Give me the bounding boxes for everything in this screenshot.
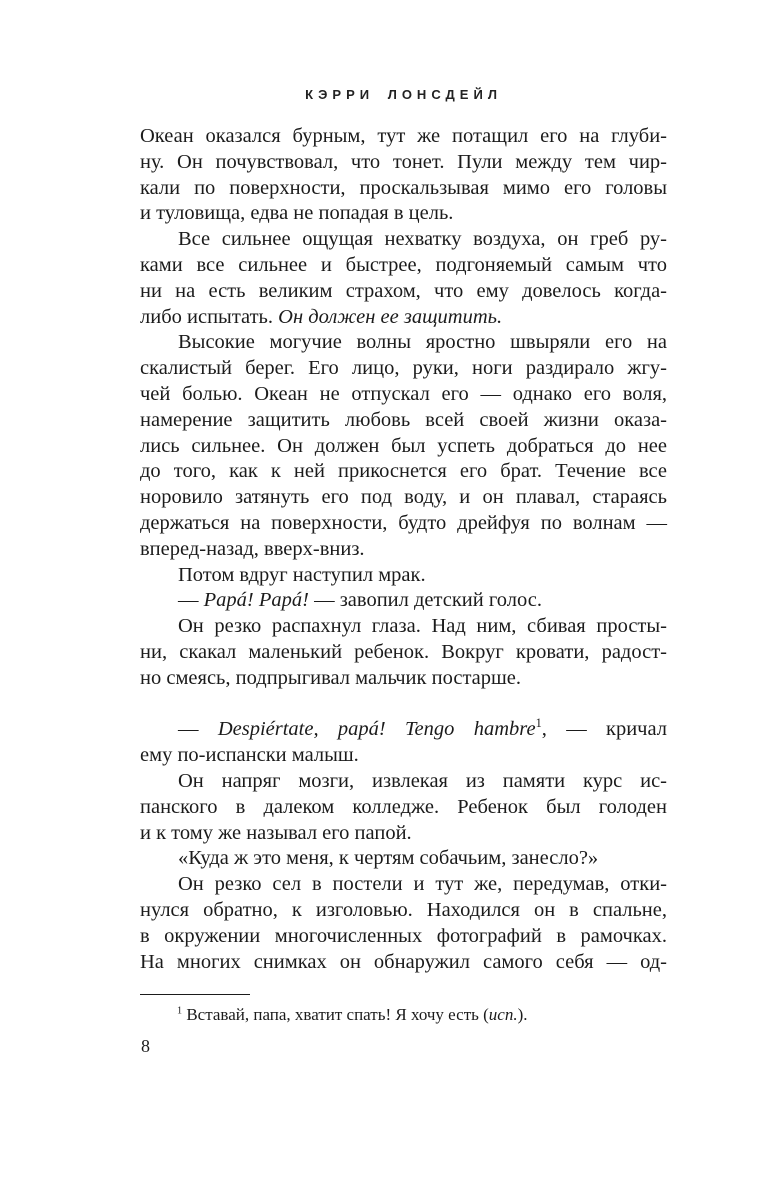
text-line: [140, 279, 667, 305]
text-run: чей болью. Океан не отпускал его — однако его воля,: [140, 382, 667, 405]
text-line: [140, 950, 667, 976]
text-run: до того, как к ней прикоснется его брат. Течение все: [140, 460, 667, 483]
text-run: ни на есть великим страхом, что ему довелось когда-: [140, 279, 667, 302]
text-line: [140, 821, 667, 847]
running-head-author: КЭРРИ ЛОНСДЕЙЛ: [305, 87, 502, 102]
text-run: Потом вдруг наступил мрак.: [178, 563, 426, 586]
italic-run: Papá! Papá!: [203, 589, 309, 612]
text-line: [140, 459, 667, 485]
superscript-run: 1: [535, 716, 542, 731]
text-line: [140, 717, 667, 743]
text-line: [140, 872, 667, 898]
text-line: [140, 124, 667, 150]
text-run: намерение защитить любовь всей своей жизни оказа-: [140, 408, 667, 431]
body-text: [140, 124, 667, 975]
text-run: ).: [517, 1005, 528, 1024]
text-run: держаться на поверхности, будто дрейфуя по волнам —: [140, 511, 667, 534]
text-line: [140, 666, 667, 692]
text-line: [140, 924, 667, 950]
text-line: [140, 743, 667, 769]
scene-break: [140, 692, 667, 718]
text-run: , — кричал: [541, 718, 667, 741]
text-run: в окружении многочисленных фотографий в рамочках.: [140, 924, 667, 947]
text-line: [140, 898, 667, 924]
footnote: [140, 1004, 667, 1026]
italic-run: исп.: [488, 1005, 518, 1024]
text-run: —: [178, 589, 204, 612]
text-line: [140, 563, 667, 589]
text-run: Он резко сел в постели и тут же, передумав, отки-: [178, 873, 667, 896]
text-line: [140, 434, 667, 460]
text-line: [140, 305, 667, 331]
text-line: [140, 382, 667, 408]
text-line: [140, 769, 667, 795]
text-run: кали по поверхности, проскальзывая мимо его головы: [140, 176, 667, 199]
text-line: [140, 408, 667, 434]
text-run: ками все сильнее и быстрее, подгоняемый самым что: [140, 253, 667, 276]
text-run: скалистый берег. Его лицо, руки, ноги раздирало жгу-: [140, 357, 667, 380]
text-line: [140, 588, 667, 614]
text-run: Океан оказался бурным, тут же потащил его на глуби-: [140, 125, 667, 147]
text-line: [140, 176, 667, 202]
text-line: [140, 614, 667, 640]
footnote-block: [140, 994, 667, 1026]
text-line: [140, 356, 667, 382]
text-run: На многих снимках он обнаружил самого себя — од-: [140, 950, 667, 973]
text-run: ему по-испански малыш.: [140, 744, 359, 767]
text-line: [140, 795, 667, 821]
page-number: 8: [141, 1036, 150, 1056]
text-line: [140, 330, 667, 356]
text-run: ни, скакал маленький ребенок. Вокруг кровати, радост-: [140, 640, 667, 663]
text-line: [140, 227, 667, 253]
footnote-separator: [140, 994, 250, 995]
text-line: [140, 201, 667, 227]
text-run: норовило затянуть его под воду, и он плавал, стараясь: [140, 486, 667, 509]
text-run: Он напряг мозги, извлекая из памяти курс ис-: [178, 769, 667, 792]
text-run: но смеясь, подпрыгивал мальчик постарше.: [140, 666, 522, 689]
italic-run: Despiértate, papá! Tengo hambre: [217, 718, 536, 741]
text-line: [140, 511, 667, 537]
text-line: [140, 253, 667, 279]
text-run: — завопил детский голос.: [308, 589, 542, 612]
superscript-run: 1: [177, 1005, 183, 1017]
text-run: Он резко распахнул глаза. Над ним, сбивая просты-: [178, 615, 667, 638]
text-run: —: [178, 718, 218, 741]
italic-run: Он должен ее защитить.: [278, 305, 503, 328]
text-run: и к тому же называл его папой.: [140, 821, 412, 844]
text-run: Все сильнее ощущая нехватку воздуха, он греб ру-: [178, 228, 667, 251]
text-run: панского в далеком колледже. Ребенок был голоден: [140, 795, 667, 818]
text-run: либо испытать.: [140, 305, 279, 328]
text-run: Высокие могучие волны яростно швыряли его на: [178, 331, 667, 354]
text-run: и туловища, едва не попадая в цель.: [140, 202, 454, 225]
text-line: [140, 150, 667, 176]
text-line: [140, 846, 667, 872]
text-run: нулся обратно, к изголовью. Находился он в спальне,: [140, 898, 667, 921]
text-line: [140, 485, 667, 511]
text-line: [140, 640, 667, 666]
text-run: Вставай, папа, хватит спать! Я хочу есть (: [182, 1005, 489, 1024]
text-run: ну. Он почувствовал, что тонет. Пули между тем чир-: [140, 150, 667, 173]
text-line: [140, 537, 667, 563]
text-run: лись сильнее. Он должен был успеть добраться до нее: [140, 434, 667, 457]
text-run: «Куда ж это меня, к чертям собачьим, занесло?»: [178, 847, 599, 870]
text-run: вперед-назад, вверх-вниз.: [140, 537, 365, 560]
